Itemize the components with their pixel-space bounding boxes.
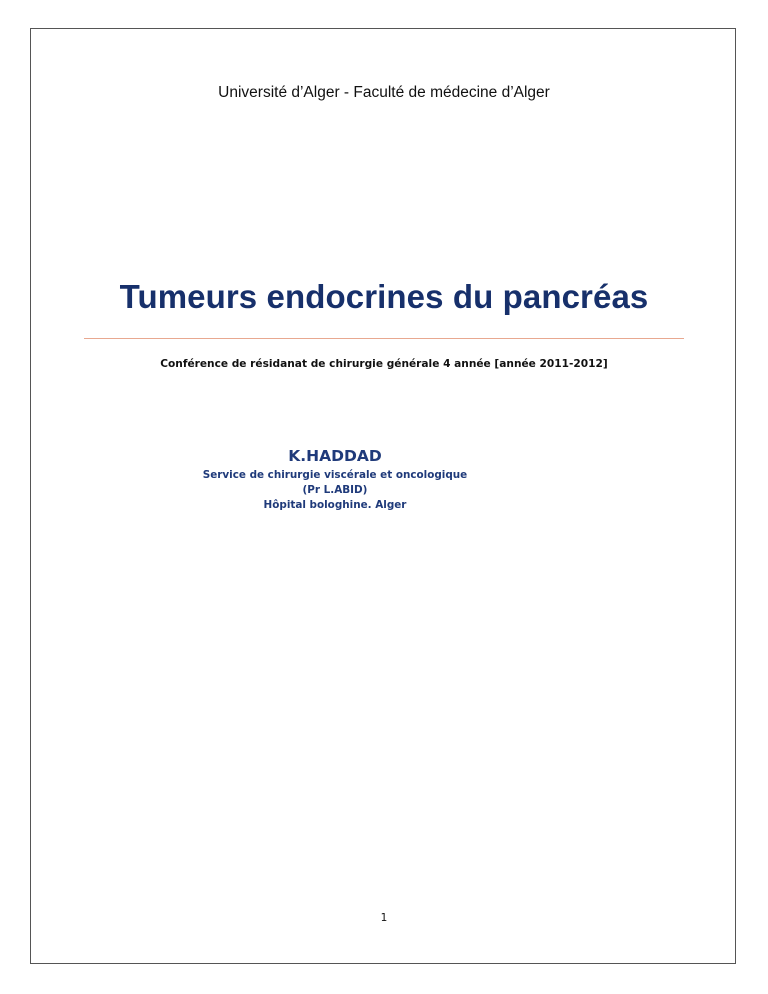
conference-subtitle: Conférence de résidanat de chirurgie générale 4 année [année 2011-2012] [160,358,608,370]
page-number: 1 [380,912,388,924]
author-hospital: Hôpital bologhine. Alger [263,499,407,511]
author-service: Service de chirurgie viscérale et oncologique [202,469,468,481]
title-divider [84,338,684,339]
document-title: Tumeurs endocrines du pancréas [119,278,649,315]
university-header: Université d’Alger - Faculté de médecine d’Alger [218,84,550,101]
author-name: K.HADDAD [288,447,382,465]
author-chief: (Pr L.ABID) [302,484,368,496]
author-block [190,446,480,513]
